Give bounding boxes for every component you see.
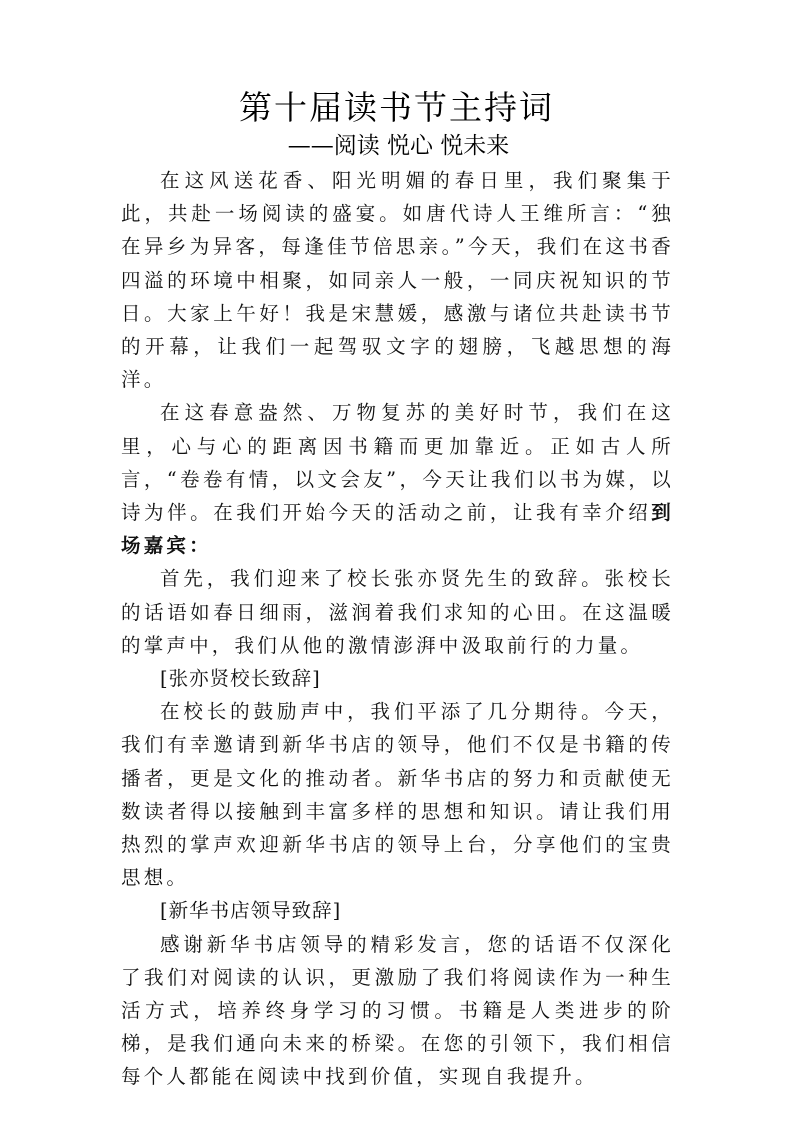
guests-heading-bold: 到场嘉宾： [121, 501, 674, 558]
stage-direction-bookstore-speech: [新华书店领导致辞] [160, 899, 342, 923]
paragraph-bookstore-intro: 在校长的鼓励声中，我们平添了几分期待。今天，我们有幸邀请到新华书店的领导，他们不仅是书籍的传播者，更是文化的推动者。新华书店的努力和贡献使无数读者得以接触到丰富多样的思想和知识。请让我们用热烈的掌声欢迎新华书店的领导上台，分享他们的宝贵思想。 [121, 700, 674, 890]
stage-direction-principal-speech: [张亦贤校长致辞] [160, 667, 321, 691]
paragraph-guests-intro [121, 396, 674, 562]
document-title: 第十届读书节主持词 [239, 88, 554, 127]
paragraph-opening: 在这风送花香、阳光明媚的春日里，我们聚集于此，共赴一场阅读的盛宴。如唐代诗人王维所言：“独在异乡为异客，每逢佳节倍思亲。”今天，我们在这书香四溢的环境中相聚，如同亲人一般，一同庆祝知识的节日。大家上午好！我是宋慧媛，感激与诸位共赴读书节的开幕，让我们一起驾驭文字的翅膀，飞越思想的海洋。 [121, 169, 674, 392]
paragraph-guests-intro-text: 在这春意盎然、万物复苏的美好时节，我们在这里，心与心的距离因书籍而更加靠近。正如古人所言，“卷卷有情，以文会友”，今天让我们以书为媒，以诗为伴。在我们开始今天的活动之前，让我有幸介绍 [121, 401, 674, 525]
paragraph-principal-intro: 首先，我们迎来了校长张亦贤先生的致辞。张校长的话语如春日细雨，滋润着我们求知的心田。在这温暖的掌声中，我们从他的激情澎湃中汲取前行的力量。 [121, 567, 674, 657]
document-subtitle: ——阅读 悦心 悦未来 [287, 133, 510, 159]
paragraph-thanks: 感谢新华书店领导的精彩发言，您的话语不仅深化了我们对阅读的认识，更激励了我们将阅读作为一种生活方式，培养终身学习的习惯。书籍是人类进步的阶梯，是我们通向未来的桥梁。在您的引领下，我们相信每个人都能在阅读中找到价值，实现自我提升。 [121, 932, 674, 1089]
document-body [121, 164, 674, 1094]
